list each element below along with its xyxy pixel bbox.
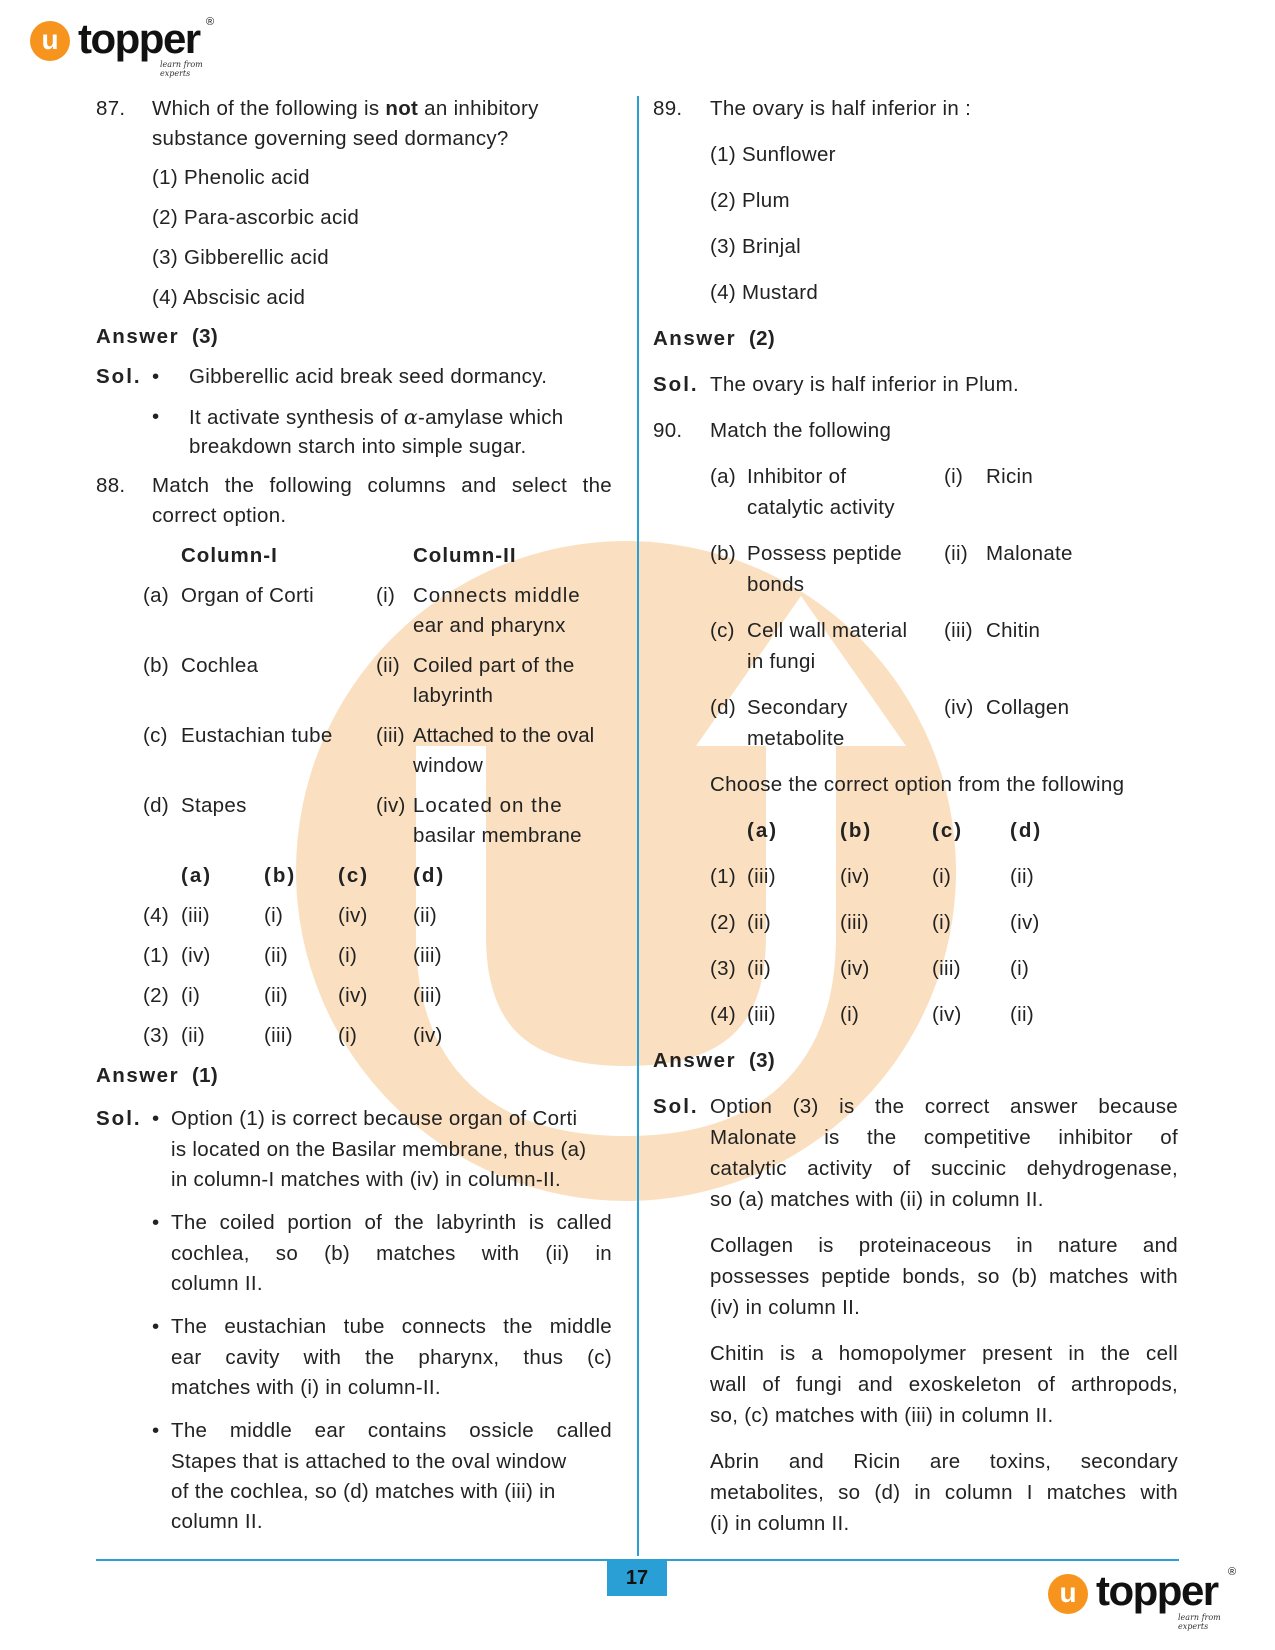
bullet: • <box>152 365 160 388</box>
q90-opt-num: (3) <box>710 957 736 980</box>
q88-sol-line: matches with (i) in column-II. <box>171 1376 441 1399</box>
page-number: 17 <box>607 1560 667 1596</box>
q90-row-left: Cell wall material <box>747 619 908 642</box>
q88-row-left-label: (a) <box>143 584 169 607</box>
q88-sol-line: of the cochlea, so (d) matches with (iii) in <box>171 1480 556 1503</box>
q89-number: 89. <box>653 97 683 120</box>
q87-number: 87. <box>96 97 126 120</box>
q90-sol-line: (i) in column II. <box>710 1512 850 1535</box>
bullet: • <box>152 1315 160 1338</box>
q90-number: 90. <box>653 419 683 442</box>
q90-opt-cell: (i) <box>1010 957 1030 980</box>
q87-answer-label: Answer <box>96 325 180 348</box>
q88-opt-cell: (ii) <box>413 904 437 927</box>
q88-row-right-label: (iv) <box>376 794 406 817</box>
q87-question-line1: Which of the following is not an inhibitory <box>152 97 539 120</box>
q90-row-left: Inhibitor of <box>747 465 847 488</box>
column-divider <box>637 96 639 1556</box>
q88-sol-line: is located on the Basilar membrane, thus (a) <box>171 1138 587 1161</box>
q89-question: The ovary is half inferior in : <box>710 97 972 120</box>
q90-opt-header: (b) <box>840 819 873 842</box>
q88-row-right: Located on the <box>413 794 563 817</box>
q88-col1-header: Column-I <box>181 544 278 567</box>
q88-row-right: basilar membrane <box>413 824 582 847</box>
logo-registered: ® <box>206 16 215 28</box>
q90-sol-line: so, (c) matches with (iii) in column II. <box>710 1404 1054 1427</box>
q90-opt-cell: (iv) <box>840 957 870 980</box>
q90-opt-cell: (ii) <box>747 911 771 934</box>
logo-registered: ® <box>1228 1566 1237 1578</box>
q87-option: (2) Para-ascorbic acid <box>152 206 360 229</box>
q88-opt-num: (1) <box>143 944 169 967</box>
q88-answer-label: Answer <box>96 1064 180 1087</box>
q90-opt-cell: (iii) <box>747 865 776 888</box>
q90-row-left: catalytic activity <box>747 496 895 519</box>
q89-sol: The ovary is half inferior in Plum. <box>710 373 1020 396</box>
q88-opt-cell: (iii) <box>264 1024 293 1047</box>
q88-question-line1: Match the following columns and select the <box>152 474 612 497</box>
q90-opt-cell: (iii) <box>932 957 961 980</box>
bullet: • <box>152 1107 160 1130</box>
logo-tagline: learn from experts <box>1178 1613 1221 1631</box>
q88-opt-cell: (iii) <box>181 904 210 927</box>
q87-sol-point-line1: It activate synthesis of α-amylase which <box>189 405 564 429</box>
q88-row-right: Attached to the oval <box>413 724 595 747</box>
q88-opt-cell: (iv) <box>338 904 368 927</box>
q90-opt-cell: (i) <box>932 865 952 888</box>
q90-row-left: bonds <box>747 573 805 596</box>
q88-opt-header: (b) <box>264 864 297 887</box>
q87-question-line2: substance governing seed dormancy? <box>152 127 509 150</box>
bullet: • <box>152 1211 160 1234</box>
q88-sol-line: cochlea, so (b) matches with (ii) in <box>171 1242 612 1265</box>
q90-sol-line: so (a) matches with (ii) in column II. <box>710 1188 1044 1211</box>
q88-col2-header: Column-II <box>413 544 517 567</box>
q88-sol-label: Sol. <box>96 1107 142 1130</box>
q88-opt-cell: (iv) <box>181 944 211 967</box>
q88-opt-cell: (ii) <box>264 984 288 1007</box>
q90-row-left-label: (d) <box>710 696 736 719</box>
q90-row-left: Secondary <box>747 696 848 719</box>
q88-answer-value: (1) <box>192 1064 218 1087</box>
q88-row-right-label: (ii) <box>376 654 400 677</box>
logo-circle-icon: u <box>1048 1574 1088 1614</box>
q89-option: (4) Mustard <box>710 281 819 304</box>
q88-row-left: Cochlea <box>181 654 259 677</box>
q90-opt-num: (2) <box>710 911 736 934</box>
q88-opt-cell: (ii) <box>264 944 288 967</box>
q88-opt-header: (a) <box>181 864 213 887</box>
q87-sol-point-line2: breakdown starch into simple sugar. <box>189 435 527 458</box>
q88-sol-line: The coiled portion of the labyrinth is called <box>171 1211 612 1234</box>
q89-option: (1) Sunflower <box>710 143 836 166</box>
q88-opt-header: (d) <box>413 864 446 887</box>
q90-sol-label: Sol. <box>653 1095 699 1118</box>
q87-sol-label: Sol. <box>96 365 142 388</box>
q88-opt-cell: (i) <box>264 904 284 927</box>
q88-row-right: ear and pharynx <box>413 614 566 637</box>
q88-opt-cell: (iii) <box>413 984 442 1007</box>
q90-row-right: Collagen <box>986 696 1070 719</box>
q88-opt-cell: (iv) <box>338 984 368 1007</box>
logo-tagline: learn from experts <box>160 60 203 78</box>
q90-opt-cell: (iii) <box>747 1003 776 1026</box>
q90-opt-cell: (iv) <box>840 865 870 888</box>
q89-option: (2) Plum <box>710 189 790 212</box>
q88-opt-cell: (i) <box>181 984 201 1007</box>
q90-opt-cell: (i) <box>840 1003 860 1026</box>
q88-row-left: Eustachian tube <box>181 724 333 747</box>
q90-sol-line: possesses peptide bonds, so (b) matches with <box>710 1265 1178 1288</box>
q89-option: (3) Brinjal <box>710 235 802 258</box>
q90-sol-line: catalytic activity of succinic dehydrogenase, <box>710 1157 1178 1180</box>
q87-answer-value: (3) <box>192 325 218 348</box>
logo-text: topper <box>78 15 200 62</box>
bullet: • <box>152 1419 160 1442</box>
q88-opt-cell: (ii) <box>181 1024 205 1047</box>
q88-opt-header: (c) <box>338 864 370 887</box>
q88-row-left: Organ of Corti <box>181 584 314 607</box>
q87-option: (1) Phenolic acid <box>152 166 310 189</box>
q88-opt-cell: (i) <box>338 1024 358 1047</box>
q90-opt-num: (4) <box>710 1003 736 1026</box>
q90-opt-header: (a) <box>747 819 779 842</box>
q90-sol-line: Abrin and Ricin are toxins, secondary <box>710 1450 1178 1473</box>
bullet: • <box>152 405 160 428</box>
q88-opt-num: (2) <box>143 984 169 1007</box>
q88-sol-line: Stapes that is attached to the oval window <box>171 1450 567 1473</box>
q87-option: (4) Abscisic acid <box>152 286 306 309</box>
q90-opt-cell: (ii) <box>747 957 771 980</box>
q90-row-right-label: (i) <box>944 465 964 488</box>
q90-row-left-label: (b) <box>710 542 736 565</box>
q90-opt-cell: (iv) <box>1010 911 1040 934</box>
q90-row-right-label: (iii) <box>944 619 973 642</box>
q90-choose-instruction: Choose the correct option from the following <box>710 773 1125 796</box>
logo-circle-icon: u <box>30 21 70 61</box>
q88-sol-line: in column-I matches with (iv) in column-II. <box>171 1168 561 1191</box>
q90-row-left: metabolite <box>747 727 845 750</box>
q90-sol-line: Malonate is the competitive inhibitor of <box>710 1126 1178 1149</box>
q88-row-right-label: (iii) <box>376 724 405 747</box>
q89-answer-value: (2) <box>749 327 775 350</box>
q90-opt-header: (c) <box>932 819 964 842</box>
q90-question: Match the following <box>710 419 892 442</box>
q88-row-right: Connects middle <box>413 584 581 607</box>
q88-row-left: Stapes <box>181 794 247 817</box>
q90-row-left: Possess peptide <box>747 542 902 565</box>
q90-opt-cell: (ii) <box>1010 865 1034 888</box>
q87-sol-point: Gibberellic acid break seed dormancy. <box>189 365 548 388</box>
q90-row-right: Chitin <box>986 619 1041 642</box>
q90-opt-cell: (i) <box>932 911 952 934</box>
q88-sol-line: column II. <box>171 1510 263 1533</box>
q90-row-right-label: (iv) <box>944 696 974 719</box>
q88-sol-line: The eustachian tube connects the middle <box>171 1315 612 1338</box>
q88-number: 88. <box>96 474 126 497</box>
q90-opt-cell: (ii) <box>1010 1003 1034 1026</box>
q90-row-right-label: (ii) <box>944 542 968 565</box>
q88-opt-num: (4) <box>143 904 169 927</box>
q88-opt-cell: (iv) <box>413 1024 443 1047</box>
q88-opt-cell: (iii) <box>413 944 442 967</box>
q90-row-right: Ricin <box>986 465 1034 488</box>
q90-opt-cell: (iv) <box>932 1003 962 1026</box>
q88-opt-cell: (i) <box>338 944 358 967</box>
q88-sol-line: The middle ear contains ossicle called <box>171 1419 612 1442</box>
q90-row-left: in fungi <box>747 650 816 673</box>
q88-row-left-label: (d) <box>143 794 169 817</box>
q90-opt-num: (1) <box>710 865 736 888</box>
q90-sol-line: wall of fungi and exoskeleton of arthropods, <box>710 1373 1178 1396</box>
q88-row-right-label: (i) <box>376 584 396 607</box>
q88-row-left-label: (c) <box>143 724 168 747</box>
q90-opt-cell: (iii) <box>840 911 869 934</box>
q88-row-right: Coiled part of the <box>413 654 575 677</box>
q88-sol-line: column II. <box>171 1272 263 1295</box>
q89-sol-label: Sol. <box>653 373 699 396</box>
footer-logo <box>1048 1566 1248 1631</box>
q90-sol-line: metabolites, so (d) in column I matches with <box>710 1481 1178 1504</box>
q88-question-line2: correct option. <box>152 504 287 527</box>
q90-answer-label: Answer <box>653 1049 737 1072</box>
q88-sol-line: ear cavity with the pharynx, thus (c) <box>171 1346 612 1369</box>
q90-row-left-label: (a) <box>710 465 736 488</box>
q88-row-right: labyrinth <box>413 684 494 707</box>
q89-answer-label: Answer <box>653 327 737 350</box>
q88-opt-num: (3) <box>143 1024 169 1047</box>
q90-sol-line: (iv) in column II. <box>710 1296 861 1319</box>
q90-sol-line: Option (3) is the correct answer because <box>710 1095 1178 1118</box>
logo-text: topper <box>1096 1567 1218 1614</box>
q90-sol-line: Collagen is proteinaceous in nature and <box>710 1234 1178 1257</box>
q88-row-right: window <box>413 754 484 777</box>
q90-answer-value: (3) <box>749 1049 775 1072</box>
header-logo <box>30 15 230 78</box>
q88-sol-line: Option (1) is correct because organ of Corti <box>171 1107 578 1130</box>
q88-row-left-label: (b) <box>143 654 169 677</box>
q90-row-right: Malonate <box>986 542 1073 565</box>
q90-sol-line: Chitin is a homopolymer present in the cell <box>710 1342 1178 1365</box>
q90-row-left-label: (c) <box>710 619 735 642</box>
q87-option: (3) Gibberellic acid <box>152 246 329 269</box>
q90-opt-header: (d) <box>1010 819 1043 842</box>
